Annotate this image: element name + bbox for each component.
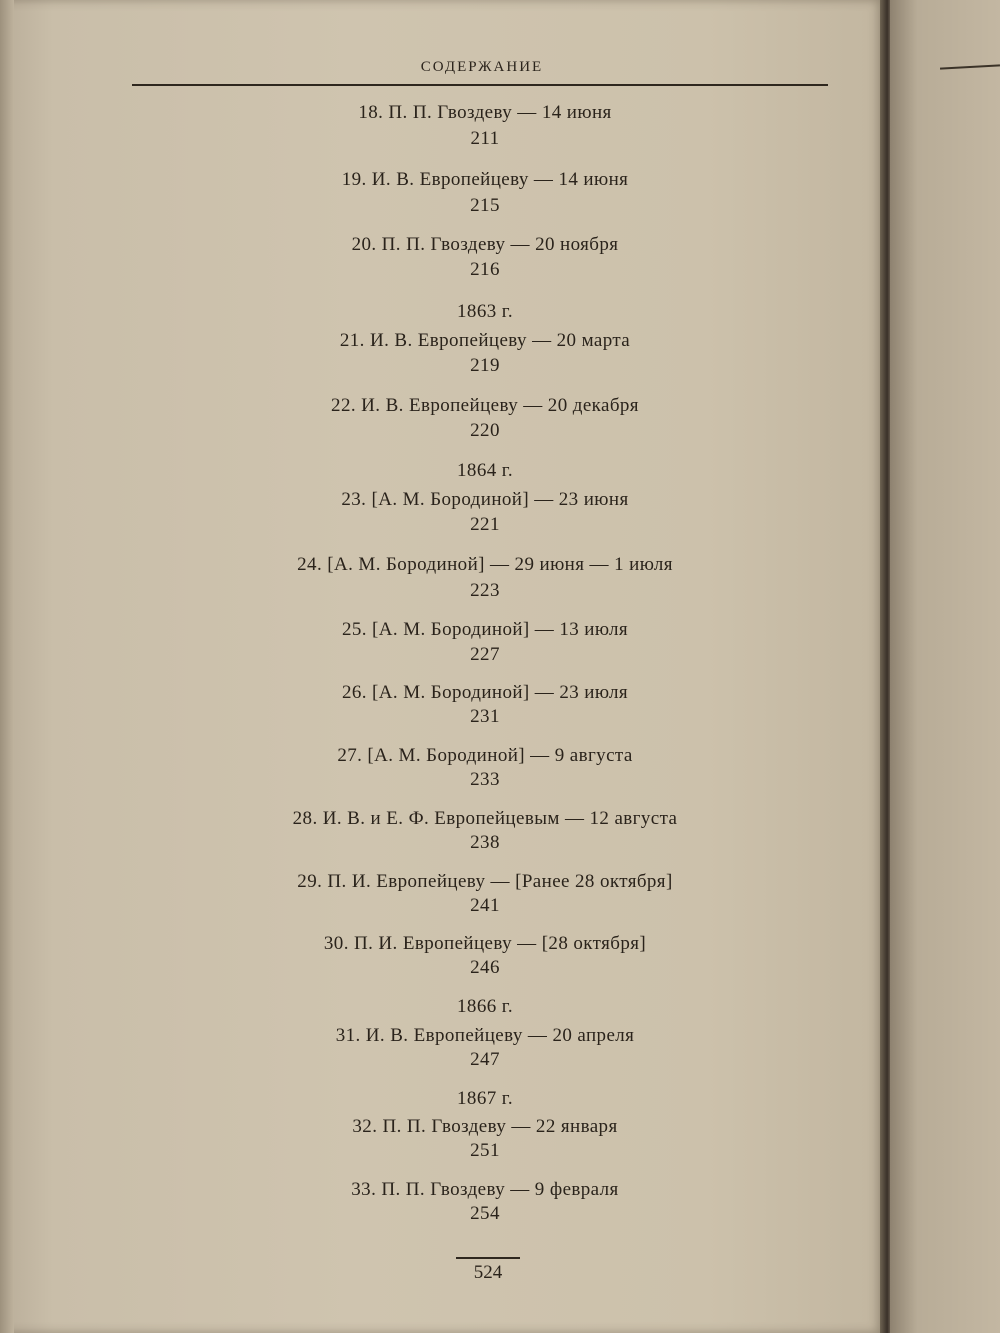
entry-title: 19. И. В. Европейцеву — 14 июня bbox=[341, 169, 629, 190]
entry-page: 233 bbox=[470, 769, 500, 790]
entry-page: 221 bbox=[470, 514, 500, 535]
entry-title: 25. [А. М. Бородиной] — 13 июля bbox=[341, 619, 629, 640]
entry-title: 20. П. П. Гвоздеву — 20 ноября bbox=[351, 234, 619, 255]
entry-page: 215 bbox=[470, 195, 500, 216]
entry-page: 227 bbox=[470, 644, 500, 665]
entry-title: 29. П. И. Европейцеву — [Ранее 28 октября] bbox=[297, 871, 673, 892]
entry-title: 30. П. И. Европейцеву — [28 октября] bbox=[323, 933, 647, 954]
entry-title: 18. П. П. Гвоздеву — 14 июня bbox=[358, 102, 612, 123]
entry-title: 28. И. В. и Е. Ф. Европейцевым — 12 августа bbox=[292, 808, 678, 829]
year-heading: 1864 г. bbox=[457, 460, 513, 481]
entry-page: 220 bbox=[470, 420, 500, 441]
entry-page: 238 bbox=[470, 832, 500, 853]
facing-page bbox=[890, 0, 1000, 1333]
entry-page: 231 bbox=[470, 706, 500, 727]
entry-page: 246 bbox=[470, 957, 500, 978]
entry-page: 254 bbox=[470, 1203, 500, 1224]
entry-page: 223 bbox=[470, 580, 500, 601]
year-heading: 1867 г. bbox=[457, 1088, 513, 1109]
entry-page: 251 bbox=[470, 1140, 500, 1161]
entry-title: 31. И. В. Европейцеву — 20 апреля bbox=[335, 1025, 635, 1046]
entry-page: 216 bbox=[470, 259, 500, 280]
entry-title: 32. П. П. Гвоздеву — 22 января bbox=[352, 1116, 618, 1137]
entry-title: 27. [А. М. Бородиной] — 9 августа bbox=[337, 745, 633, 766]
entry-title: 26. [А. М. Бородиной] — 23 июля bbox=[341, 682, 629, 703]
running-header: СОДЕРЖАНИЕ bbox=[420, 59, 544, 75]
page-edge bbox=[0, 0, 14, 1333]
year-heading: 1866 г. bbox=[457, 996, 513, 1017]
entry-title: 23. [А. М. Бородиной] — 23 июня bbox=[341, 489, 629, 510]
footer-rule bbox=[456, 1257, 520, 1259]
entry-page: 241 bbox=[470, 895, 500, 916]
contents-list bbox=[160, 0, 810, 1333]
entry-title: 33. П. П. Гвоздеву — 9 февраля bbox=[351, 1179, 619, 1200]
entry-title: 24. [А. М. Бородиной] — 29 июня — 1 июля bbox=[297, 554, 673, 575]
entry-title: 21. И. В. Европейцеву — 20 марта bbox=[339, 330, 631, 351]
entry-title: 22. И. В. Европейцеву — 20 декабря bbox=[331, 395, 639, 416]
page-number: 524 bbox=[473, 1262, 503, 1283]
entry-page: 211 bbox=[470, 128, 500, 149]
entry-page: 219 bbox=[470, 355, 500, 376]
entry-page: 247 bbox=[470, 1049, 500, 1070]
year-heading: 1863 г. bbox=[457, 301, 513, 322]
